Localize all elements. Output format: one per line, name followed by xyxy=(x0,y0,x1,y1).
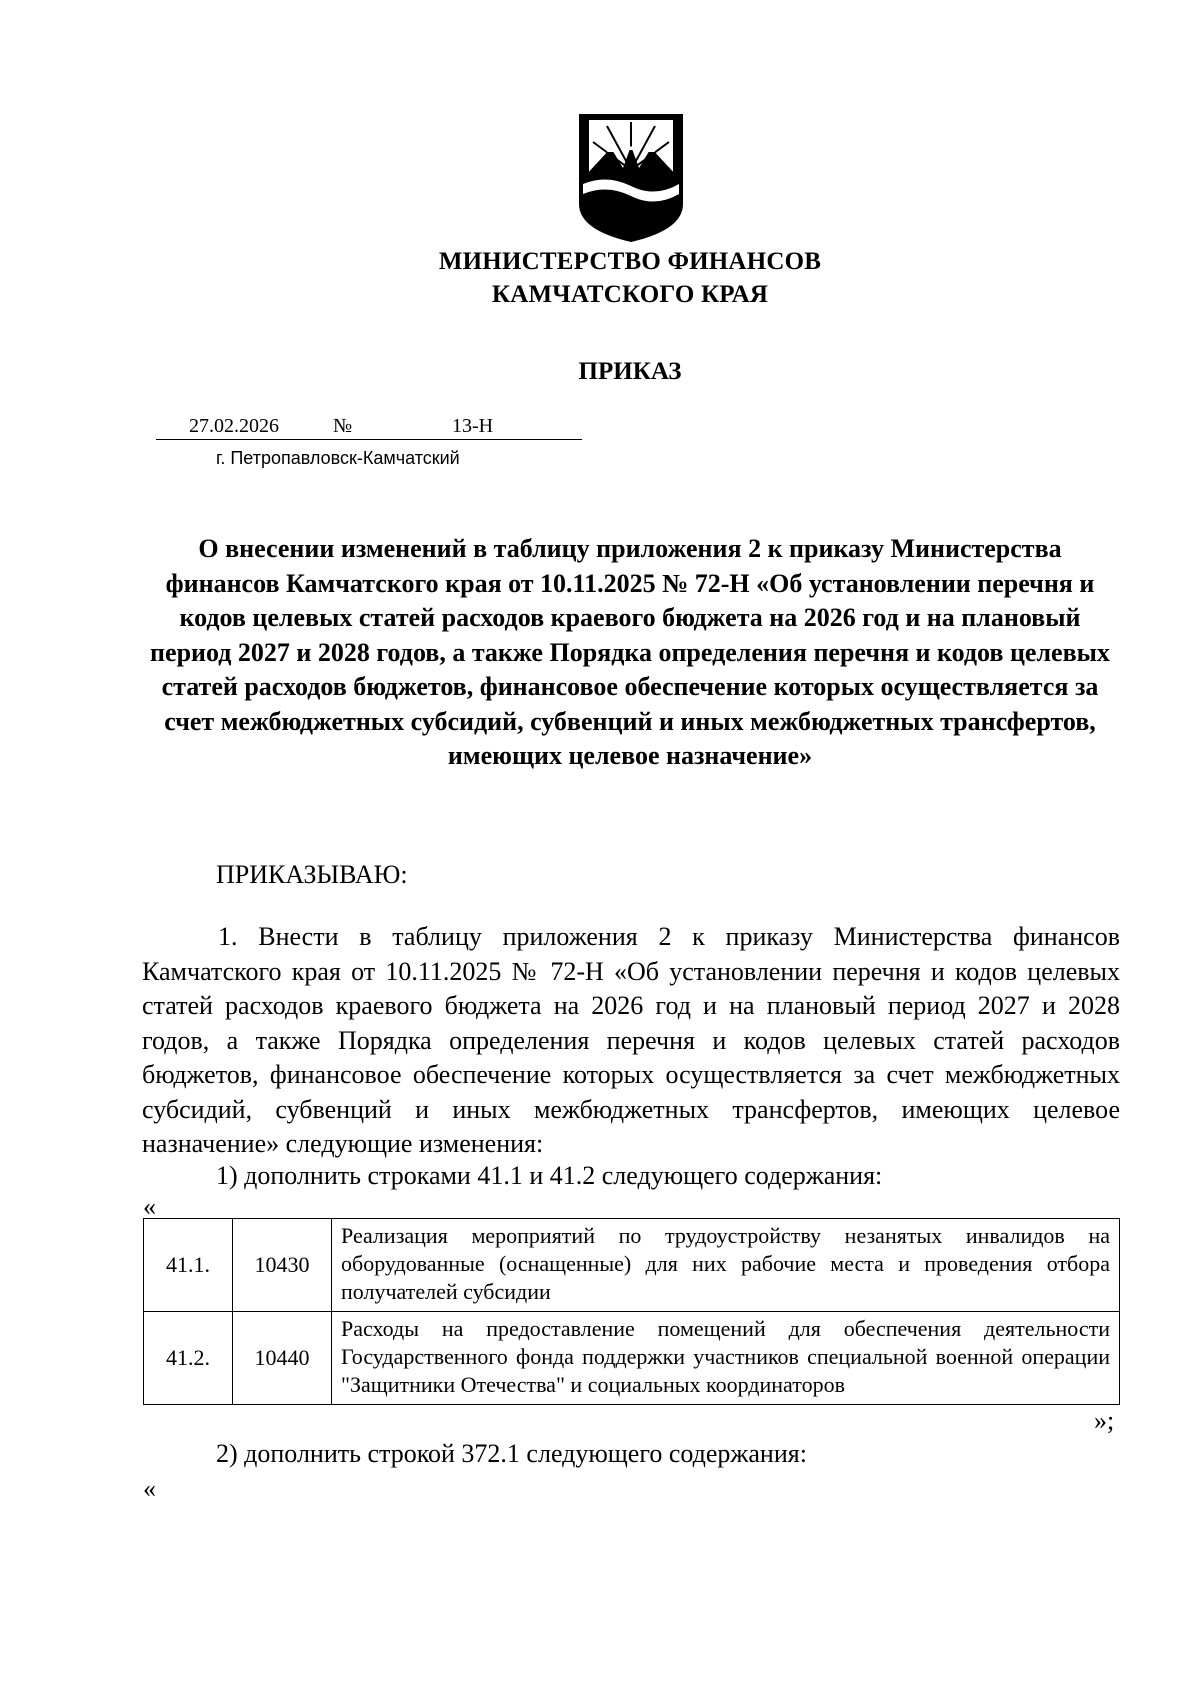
document-number: 13-Н xyxy=(452,415,494,437)
document-subject: О внесении изменений в таблицу приложения 2 к приказу Министерства финансов Камчатского края от 10.11.2025 № 72-Н «Об установлении перечня и кодов целевых статей расходов краевого бюджета на 2026 год и на плановый период 2027 и 2028 годов, а также Порядка определения перечня и кодов целевых статей расходов бюджетов, финансовое обеспечение которых осуществляется за счет межбюджетных субсидий, субвенций и иных межбюджетных трансфертов, имеющих целевое назначение» xyxy=(150,534,1110,770)
row-description-cell: Расходы на предоставление помещений для обеспечения деятельности Государственного фонда поддержки участников специальной военной операции "Защитники Отечества" и социальных координаторов xyxy=(332,1312,1120,1405)
date-number-line xyxy=(156,415,582,440)
ministry-name-line2: КАМЧАТСКОГО КРАЯ xyxy=(491,281,769,308)
quote-close-mark: »; xyxy=(1094,1406,1115,1435)
quote-open-mark: « xyxy=(143,1192,156,1221)
table-row xyxy=(144,1219,1120,1312)
number-sign: № xyxy=(333,415,353,437)
document-type-title: ПРИКАЗ xyxy=(578,358,682,385)
row-number-cell: 41.1. xyxy=(144,1219,233,1312)
insertion-table xyxy=(143,1218,1120,1405)
row-number-cell: 41.2. xyxy=(144,1312,233,1405)
row-description-cell: Реализация мероприятий по трудоустройству незанятых инвалидов на оборудованные (оснащенные) для них рабочие места и проведения отбора получателей субсидии xyxy=(332,1219,1120,1312)
item-1-paragraph: 1. Внести в таблицу приложения 2 к приказу Министерства финансов Камчатского края от 10.11.2025 № 72-Н «Об установлении перечня и кодов целевых статей расходов краевого бюджета на 2026 год и на плановый период 2027 и 2028 годов, а также Порядка определения перечня и кодов целевых статей расходов бюджетов, финансовое обеспечение которых осуществляется за счет межбюджетных субсидий, субвенций и иных межбюджетных трансфертов, имеющих целевое назначение» следующие изменения: xyxy=(142,922,1120,1158)
quote-open-mark-2: « xyxy=(143,1474,156,1503)
coat-of-arms-emblem xyxy=(577,112,685,244)
row-code-cell: 10440 xyxy=(233,1312,332,1405)
table-row xyxy=(144,1312,1120,1405)
subitem-2-text: 2) дополнить строкой 372.1 следующего содержания: xyxy=(216,1439,807,1468)
subitem-1-text: 1) дополнить строками 41.1 и 41.2 следующего содержания: xyxy=(216,1161,883,1190)
document-date: 27.02.2026 xyxy=(189,415,279,437)
ministry-name-line1: МИНИСТЕРСТВО ФИНАНСОВ xyxy=(438,248,822,275)
city-name: г. Петропавловск-Камчатский xyxy=(216,448,460,468)
order-word: ПРИКАЗЫВАЮ: xyxy=(216,860,408,889)
row-code-cell: 10430 xyxy=(233,1219,332,1312)
